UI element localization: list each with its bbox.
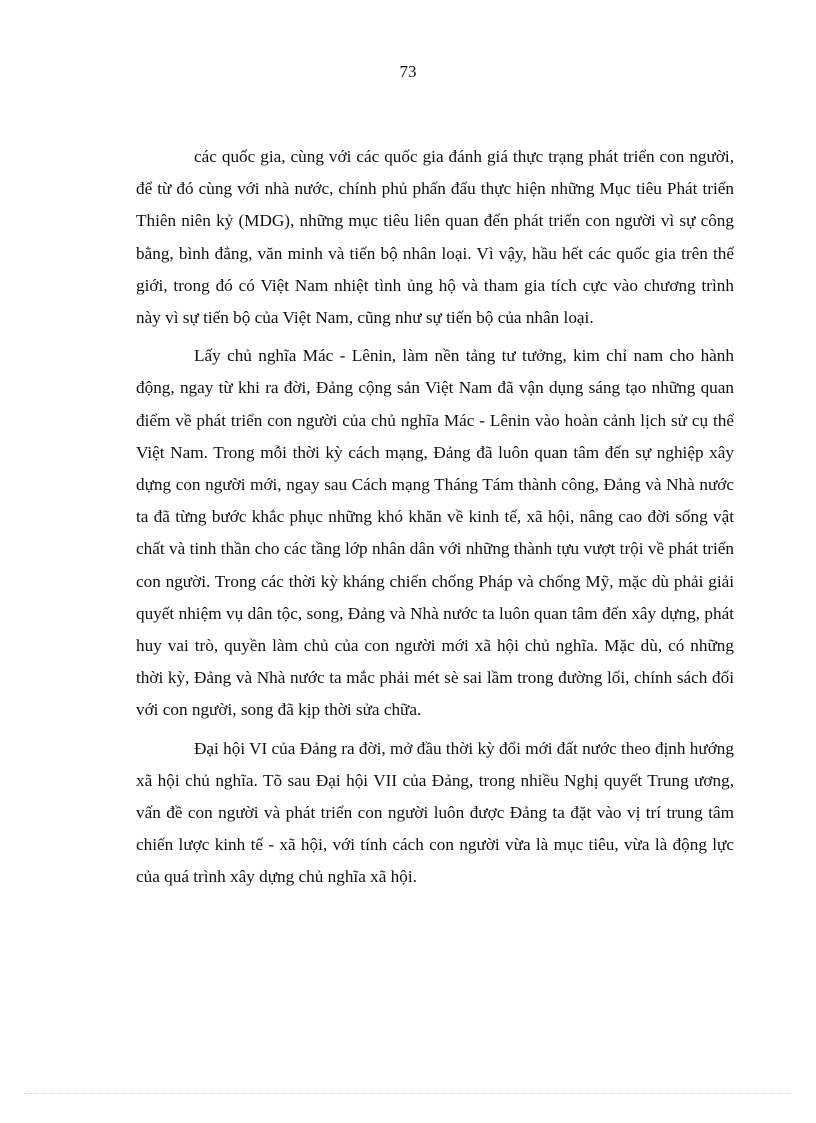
paragraph-3: Đại hội VI của Đảng ra đời, mở đầu thời kỳ đổi mới đất nước theo định hướng xã hội chủ nghĩa. Tõ sau Đại hội VII của Đảng, trong nhiều Nghị quyết Trung ương, vấn đề con người và phát triển con người luôn được Đảng ta đặt vào vị trí trung tâm chiến lược kinh tế - xã hội, với tính cách con người vừa là mục tiêu, vừa là động lực của quá trình xây dựng chủ nghĩa xã hội. — [136, 738, 734, 887]
paragraph-1: các quốc gia, cùng với các quốc gia đánh giá thực trạng phát triển con người, để từ đó cùng với nhà nước, chính phủ phấn đấu thực hiện những Mục tiêu Phát triển Thiên niên kỷ (MDG), những mục tiêu liên quan đến phát triển con người vì sự công bằng, bình đẳng, văn minh và tiến bộ nhân loại. Vì vậy, hầu hết các quốc gia trên thế giới, trong đó có Việt Nam nhiệt tình ủng hộ và tham gia tích cực vào chương trình này vì sự tiến bộ của Việt Nam, cũng như sự tiến bộ của nhân loại. — [136, 147, 734, 328]
body-text — [136, 141, 734, 900]
paragraph-2: Lấy chủ nghĩa Mác - Lênin, làm nền tảng tư tưởng, kim chỉ nam cho hành động, ngay từ khi ra đời, Đảng cộng sản Việt Nam đã vận dụng sáng tạo những quan điểm về phát triển con người của chủ nghĩa Mác - Lênin vào hoàn cảnh lịch sử cụ thể Việt Nam. Trong mỗi thời kỳ cách mạng, Đảng đã luôn quan tâm đến sự nghiệp xây dựng con người mới, ngay sau Cách mạng Tháng Tám thành công, Đảng và Nhà nước ta đã từng bước khắc phục những khó khăn về kinh tế, xã hội, nâng cao đời sống vật chất và tinh thần cho các tầng lớp nhân dân với những thành tựu vượt trội về phát triển con người. Trong các thời kỳ kháng chiến chống Pháp và chống Mỹ, mặc dù phải giải quyết nhiệm vụ dân tộc, song, Đảng và Nhà nước ta luôn quan tâm đến xây dựng, phát huy vai trò, quyền làm chủ của con người mới xã hội chủ nghĩa. Mặc dù, có những thời kỳ, Đảng và Nhà nước ta mắc phải mét sè sai lầm trong đường lối, chính sách đối với con người, song đã kịp thời sửa chữa. — [136, 346, 734, 720]
page-bottom-divider — [24, 1093, 792, 1094]
page-number: 73 — [399, 62, 417, 81]
